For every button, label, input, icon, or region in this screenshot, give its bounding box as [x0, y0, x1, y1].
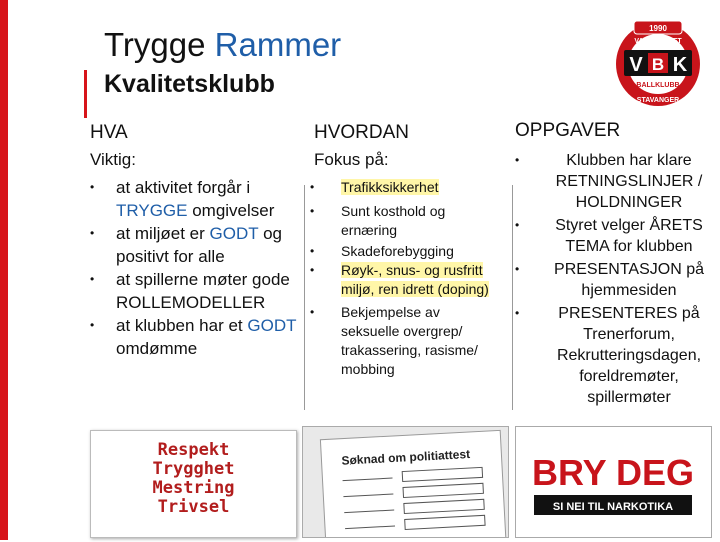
vbk-club-logo: [610, 14, 706, 110]
hvordan-list: [310, 178, 500, 379]
list-item: [90, 268, 300, 314]
values-box: [90, 430, 297, 538]
list-item: [90, 222, 300, 268]
logo-letter-b: B: [651, 55, 665, 74]
bullet-icon: •: [310, 263, 315, 277]
oppgaver-list: [515, 150, 713, 408]
police-certificate-image: [302, 426, 509, 538]
list-item: [90, 314, 300, 360]
item-text: Bekjempelse av seksuelle overgrep/ trakassering, rasisme/ mobbing: [341, 304, 478, 377]
column-divider: [512, 185, 513, 410]
bry-deg-logo-box: [515, 426, 712, 538]
slide-title: [104, 26, 341, 64]
hvordan-subheading: Fokus på:: [314, 150, 389, 169]
list-item: [515, 150, 713, 213]
left-accent-bar: [0, 0, 8, 540]
list-item: [310, 303, 500, 379]
logo-year: 1990: [649, 24, 667, 33]
item-text: Skadeforebygging: [341, 243, 454, 259]
item-text: at klubben har et: [116, 316, 248, 335]
bullet-icon: •: [515, 262, 520, 276]
list-item: [90, 176, 300, 222]
item-highlight: ROLLEMODELLER: [116, 293, 266, 312]
list-item: [310, 261, 500, 299]
item-text: omdømme: [116, 339, 198, 358]
item-text: PRESENTERES på Trenerforum, Rekrutteringsdagen, foreldremøter, spillermøter: [556, 305, 702, 406]
item-text: PRESENTASJON på hjemmesiden: [554, 261, 704, 299]
document-heading: Søknad om politiattest: [341, 446, 471, 468]
bullet-icon: •: [90, 272, 95, 286]
bry-deg-tagline: SI NEI TIL NARKOTIKA: [552, 501, 674, 513]
bry-deg-text: BRY DEG: [531, 452, 695, 493]
item-text: og positivt for alle: [116, 224, 282, 266]
list-item: [515, 215, 713, 257]
item-highlight: GODT: [209, 224, 259, 243]
item-text: Røyk-, snus- og rusfritt miljø, ren idrett (doping): [341, 262, 489, 297]
hva-list: [90, 176, 300, 360]
item-text: at miljøet er: [116, 224, 210, 243]
item-text: at spillerne møter gode: [116, 270, 290, 289]
value-line: Trygghet: [152, 459, 235, 479]
logo-ring-bottom: BALLKLUBB: [636, 82, 680, 89]
bullet-icon: •: [310, 244, 315, 258]
bry-deg-logo: [516, 427, 711, 537]
value-line: Respekt: [157, 440, 230, 460]
logo-letter-v: V: [629, 54, 643, 76]
item-text: Sunt kosthold og ernæring: [341, 203, 446, 238]
item-text: at aktivitet forgår i: [116, 178, 251, 197]
document-illustration: [303, 427, 508, 537]
item-text: omgivelser: [187, 201, 275, 220]
bullet-icon: •: [515, 306, 520, 320]
subtitle-accent-bar: [84, 70, 87, 118]
logo-ring-top: VARDENESET: [634, 38, 682, 45]
hva-subheading: Viktig:: [90, 150, 136, 169]
hva-heading: HVA: [90, 122, 128, 143]
item-text: Klubben har klare RETNINGSLINJER / HOLDNINGER: [555, 152, 703, 211]
slide-subtitle: Kvalitetsklubb: [104, 70, 275, 98]
item-text: Trafikksikkerhet: [341, 179, 439, 195]
bullet-icon: •: [90, 226, 95, 240]
oppgaver-heading: OPPGAVER: [515, 120, 621, 141]
hvordan-heading: HVORDAN: [314, 122, 410, 143]
bullet-icon: •: [90, 180, 95, 194]
bullet-icon: •: [90, 318, 95, 332]
logo-letter-k: K: [672, 54, 688, 76]
list-item: [310, 242, 500, 261]
value-line: Mestring: [152, 478, 235, 498]
item-text: Styret velger ÅRETS TEMA for klubben: [555, 217, 703, 255]
bullet-icon: •: [310, 180, 315, 194]
item-highlight: TRYGGE: [116, 201, 188, 220]
list-item: [515, 303, 713, 408]
bullet-icon: •: [515, 218, 520, 232]
list-item: [310, 178, 500, 197]
value-line: Trivsel: [157, 497, 230, 517]
list-item: [310, 202, 500, 240]
title-word-1: Trygge: [104, 26, 206, 63]
title-word-2: Rammer: [214, 26, 342, 63]
bullet-icon: •: [310, 305, 315, 319]
bullet-icon: •: [310, 204, 315, 218]
list-item: [515, 259, 713, 301]
item-highlight: GODT: [247, 316, 297, 335]
column-divider: [304, 185, 305, 410]
bullet-icon: •: [515, 153, 520, 167]
logo-city: STAVANGER: [636, 97, 680, 104]
